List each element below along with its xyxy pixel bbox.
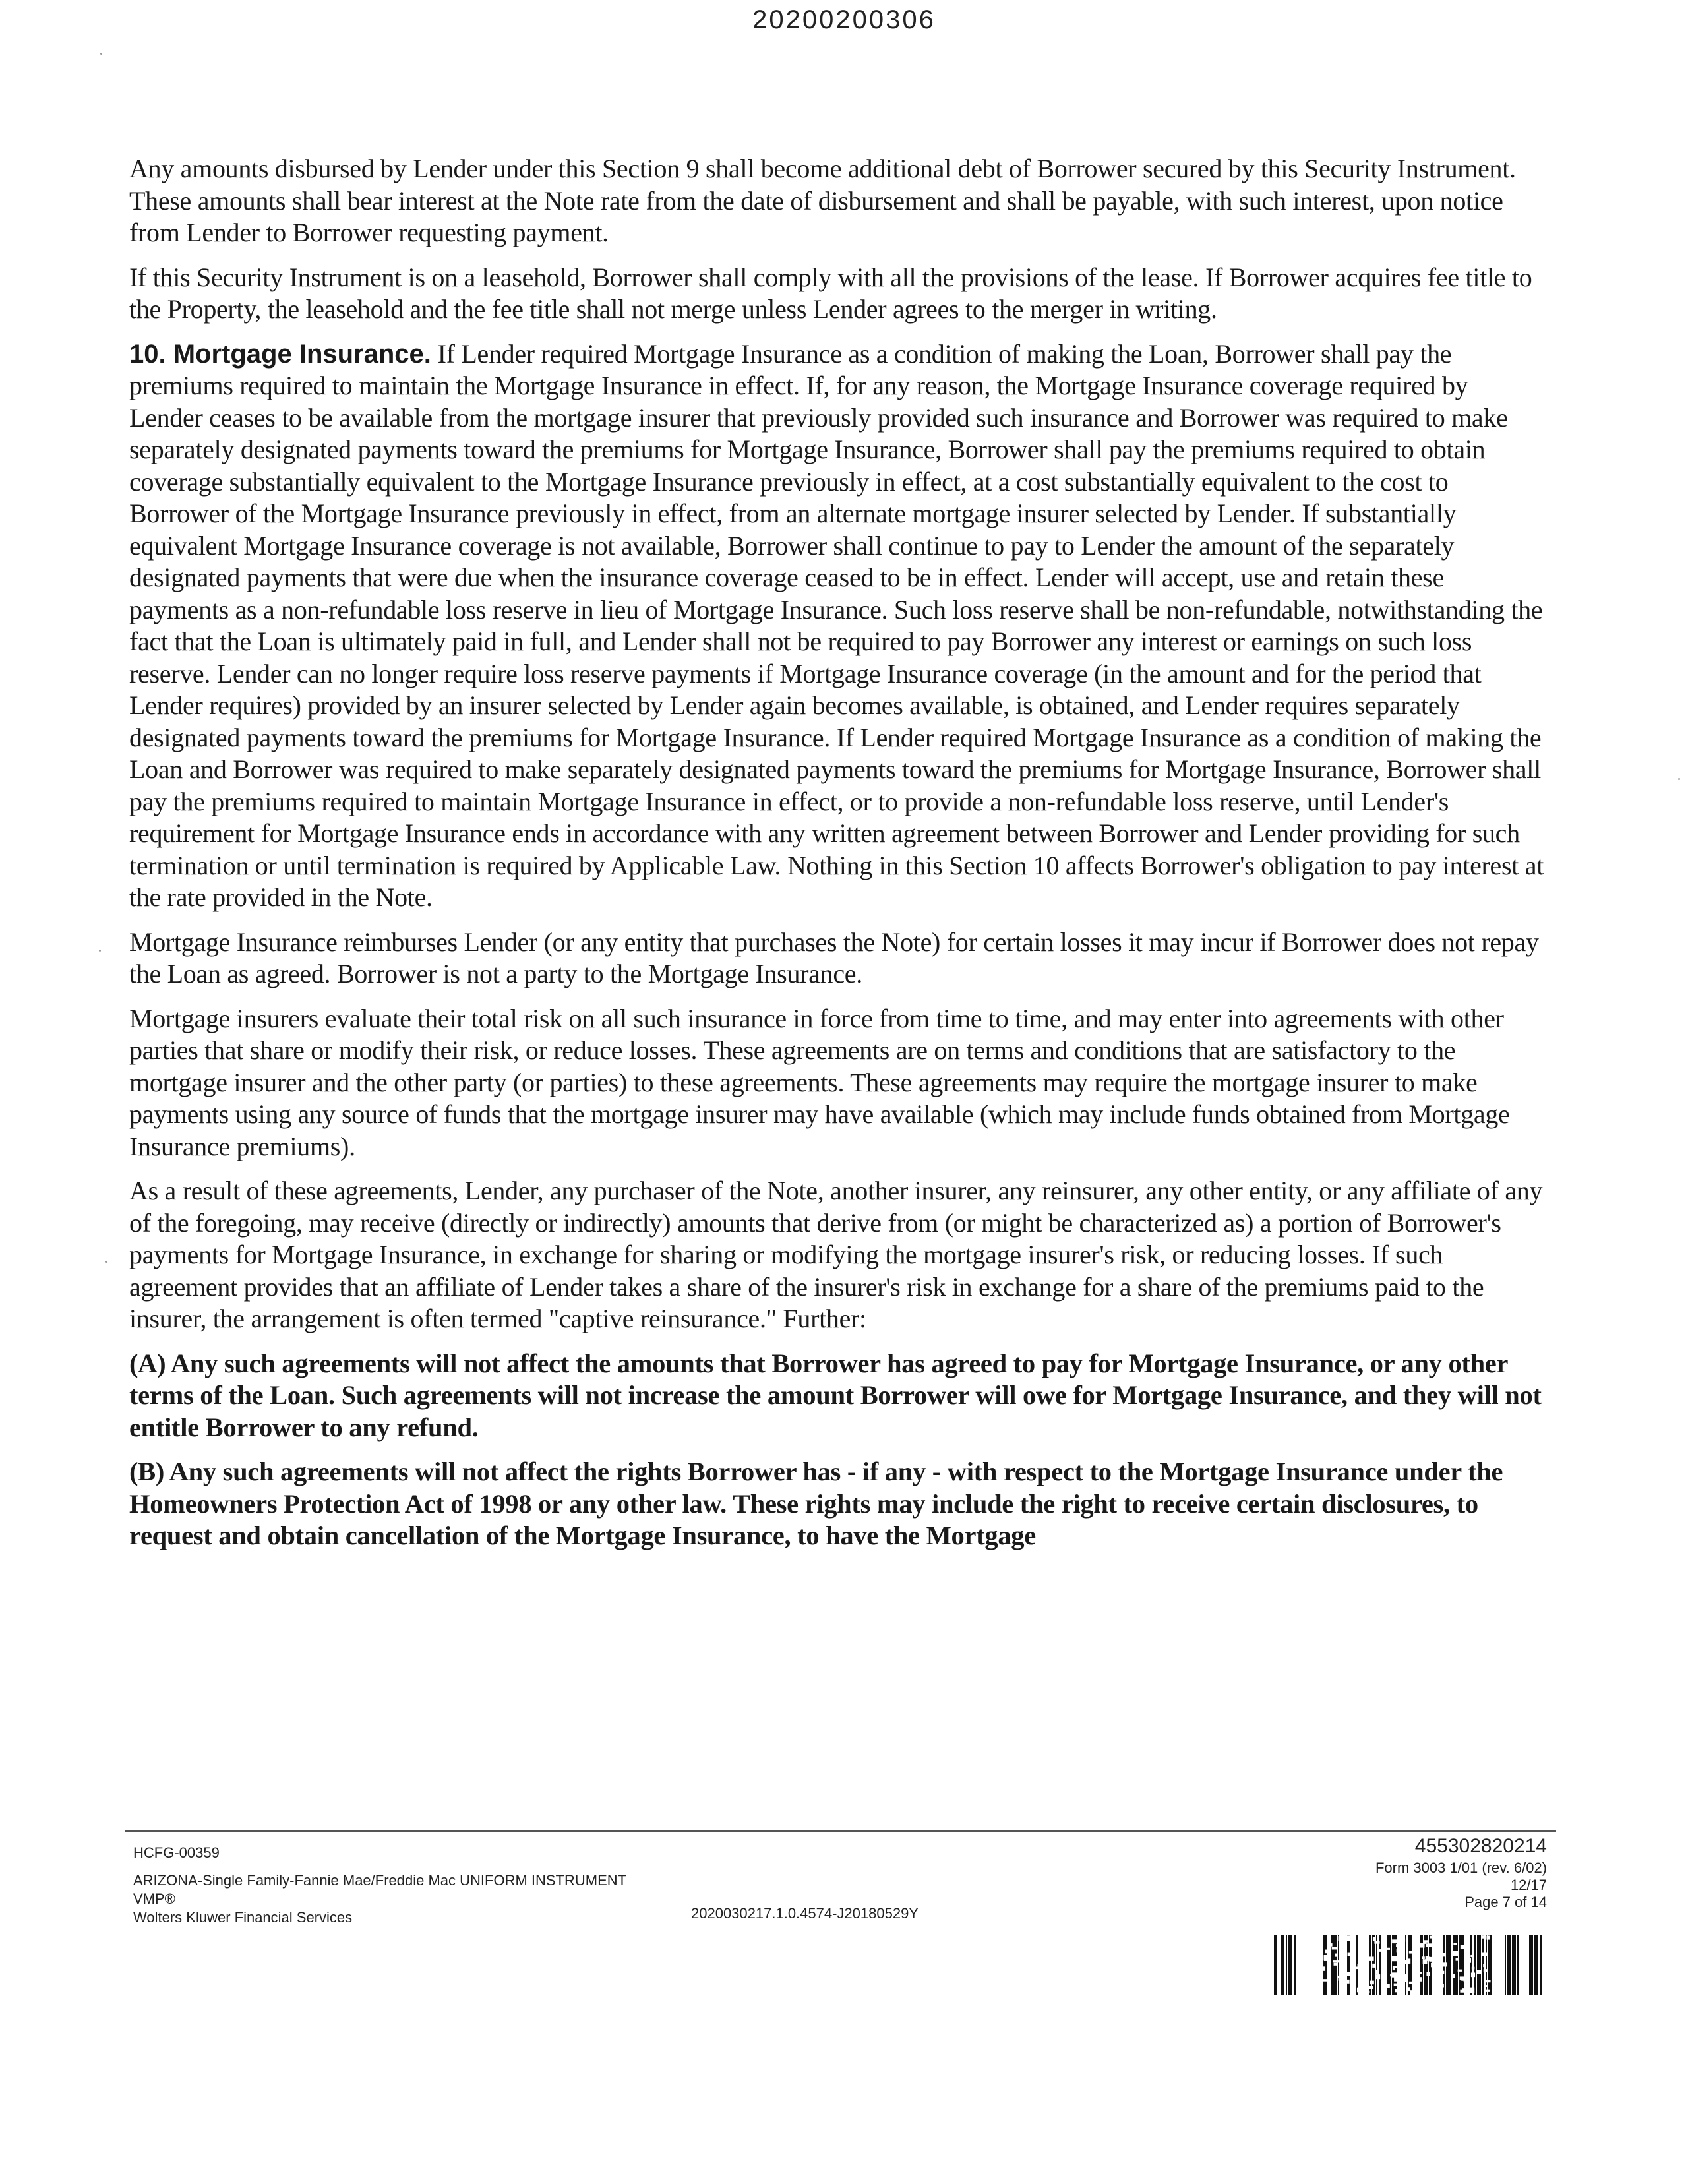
footer-right: [1375, 1833, 1547, 1911]
footer-divider: [125, 1830, 1556, 1832]
recording-number: 20200200306: [752, 5, 936, 34]
scan-speck: [100, 53, 102, 55]
scan-speck: [99, 950, 101, 952]
loan-number: 455302820214: [1414, 1835, 1547, 1857]
paragraph-reimbursement: Mortgage Insurance reimburses Lender (or any entity that purchases the Note) for certain losses it may incur if Borrower does not repay the Loan as agreed. Borrower is not a party to the Mortgage Insurance.: [129, 926, 1539, 988]
company-name: Wolters Kluwer Financial Services: [133, 1909, 353, 1926]
paragraph-captive-reinsurance: As a result of these agreements, Lender, any purchaser of the Note, another insurer, any reinsurer, any other entity, or any affiliate of any of the foregoing, may receive (directly or indirectly) amounts that derive from (or might be characterized as) a portion of Borrower's payments for Mortgage Insurance, in exchange for sharing or modifying the mortgage insurer's risk, or reducing losses. If such agreement provides that an affiliate of Lender takes a share of the insurer's risk in exchange for a share of the premiums paid to the insurer, the arrangement is often termed "captive reinsurance." Further:: [129, 1176, 1543, 1333]
revision-date: 12/17: [1510, 1877, 1547, 1893]
scan-speck: [1678, 778, 1680, 780]
bold-paragraph-a: (A) Any such agreements will not affect the amounts that Borrower has agreed to pay for Mortgage Insurance, or any other terms of the Loan. Such agreements will not increase the amount Borrower will owe for Mortgage Insurance, and they will not entitle Borrower to any refund.: [129, 1348, 1542, 1442]
paragraph-insurer-agreements: Mortgage insurers evaluate their total risk on all such insurance in force from time to time, and may enter into agreements with other parties that share or modify their risk, or reduce losses. These agreements are on terms and conditions that are satisfactory to the mortgage insurer and the other party (or parties) to these agreements. These agreements may require the mortgage insurer to make payments using any source of funds that the mortgage insurer may have available (which may include funds obtained from Mortgage Insurance premiums).: [129, 1003, 1510, 1161]
section-10-paragraph: [129, 338, 1547, 914]
barcode-icon: [1274, 1935, 1547, 1995]
vmp-mark: VMP®: [133, 1891, 175, 1907]
form-number: Form 3003 1/01 (rev. 6/02): [1375, 1860, 1547, 1876]
paragraph-leasehold: If this Security Instrument is on a leasehold, Borrower shall comply with all the provisions of the lease. If Borrower acquires fee title to the Property, the leasehold and the fee title shall not merge unless Lender agrees to the merger in writing.: [129, 262, 1532, 324]
section-10-text: If Lender required Mortgage Insurance as a condition of making the Loan, Borrower shall pay the premiums required to maintain the Mortgage Insurance in effect. If, for any reason, the Mortgage Insurance coverage required by Lender ceases to be available from the mortgage insurer that previously provided such insurance and Borrower was required to make separately designated payments toward the premiums for Mortgage Insurance, Borrower shall pay the premiums required to obtain coverage substantially equivalent to the Mortgage Insurance previously in effect, at a cost substantially equivalent to the cost to Borrower of the Mortgage Insurance previously in effect, from an alternate mortgage insurer selected by Lender. If substantially equivalent Mortgage Insurance coverage is not available, Borrower shall continue to pay to Lender the amount of the separately designated payments that were due when the insurance coverage ceased to be in effect. Lender will accept, use and retain these payments as a non-refundable loss reserve in lieu of Mortgage Insurance. Such loss reserve shall be non-refundable, notwithstanding the fact that the Loan is ultimately paid in full, and Lender shall not be required to pay Borrower any interest or earnings on such loss reserve. Lender can no longer require loss reserve payments if Mortgage Insurance coverage (in the amount and for the period that Lender requires) provided by an insurer selected by Lender again becomes available, is obtained, and Lender requires separately designated payments toward the premiums for Mortgage Insurance. If Lender required Mortgage Insurance as a condition of making the Loan and Borrower was required to make separately designated payments toward the premiums for Mortgage Insurance, Borrower shall pay the premiums required to maintain Mortgage Insurance in effect, or to provide a non-refundable loss reserve, until Lender's requirement for Mortgage Insurance ends in accordance with any written agreement between Borrower and Lender providing for such termination or until termination is required by Applicable Law. Nothing in this Section 10 affects Borrower's obligation to pay interest at the rate provided in the Note.: [129, 338, 1544, 912]
form-code: HCFG-00359: [133, 1844, 220, 1861]
instrument-name: ARIZONA-Single Family-Fannie Mae/Freddie Mac UNIFORM INSTRUMENT: [133, 1872, 627, 1889]
document-body: [129, 153, 1547, 1565]
paragraph-disbursement: Any amounts disbursed by Lender under this Section 9 shall become additional debt of Borrower secured by this Security Instrument. These amounts shall bear interest at the Note rate from the date of disbursement and shall be payable, with such interest, upon notice from Lender to Borrower requesting payment.: [129, 154, 1516, 247]
page-number: Page 7 of 14: [1464, 1894, 1547, 1910]
document-id: 2020030217.1.0.4574-J20180529Y: [691, 1905, 919, 1922]
section-heading: 10. Mortgage Insurance.: [129, 339, 431, 369]
scan-speck: [106, 1261, 107, 1263]
bold-paragraph-b: (B) Any such agreements will not affect the rights Borrower has - if any - with respect to the Mortgage Insurance under the Homeowners Protection Act of 1998 or any other law. These rights may include the right to receive certain disclosures, to request and obtain cancellation of the Mortgage Insurance, to have the Mortgage: [129, 1457, 1503, 1550]
footer-left: [133, 1844, 626, 1927]
